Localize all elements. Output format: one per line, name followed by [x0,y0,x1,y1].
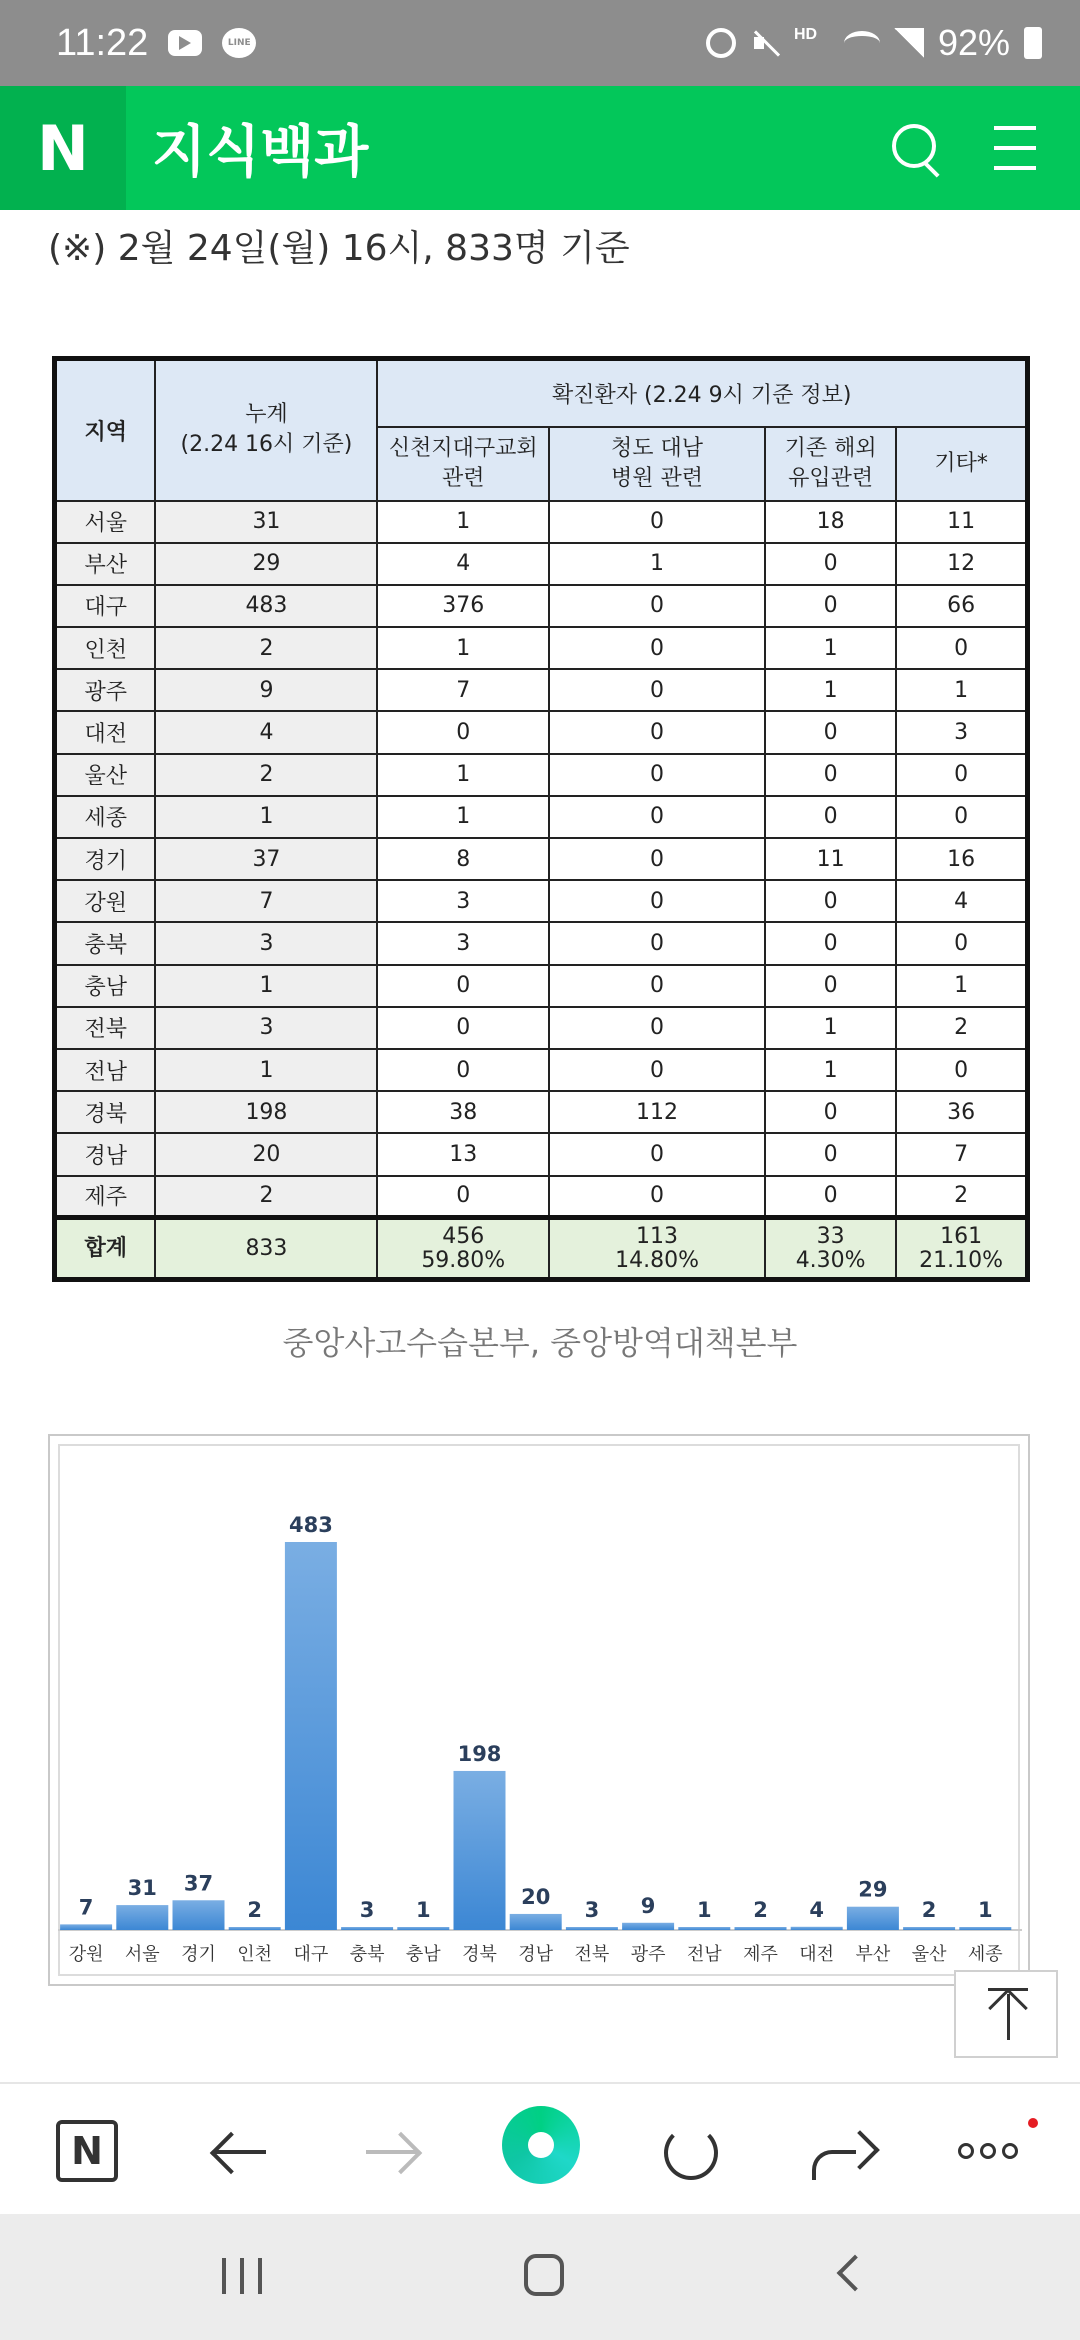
table-cell: 0 [896,1049,1027,1091]
status-icons [706,22,1042,64]
alarm-icon [706,28,736,58]
bar [60,1924,112,1930]
table-cell: 0 [377,1176,549,1218]
table-cell: 0 [549,1176,765,1218]
table-cell: 0 [765,543,896,585]
notification-dot [1028,2118,1038,2128]
table-cell: 전남 [55,1049,156,1091]
table-cell: 세종 [55,796,156,838]
bar-value-label: 2 [921,1898,937,1922]
table-cell: 0 [549,754,765,796]
table-cell: 1 [896,965,1027,1007]
table-cell: 483 [155,585,377,627]
table-cell: 31 [155,501,377,543]
table-cell: 3 [155,922,377,964]
table-cell: 1 [377,754,549,796]
bar-value-label: 31 [127,1876,157,1901]
category-label: 인천 [237,1944,273,1965]
sum-row [55,1218,1028,1280]
category-label: 전북 [574,1944,610,1965]
bar [622,1923,674,1930]
table-cell: 1 [765,669,896,711]
youtube-icon [168,30,202,56]
table-cell: 0 [765,880,896,922]
table-cell: 2 [896,1007,1027,1049]
table-cell: 0 [896,754,1027,796]
table-cell: 0 [377,1049,549,1091]
table-cell: 1 [377,796,549,838]
bar [116,1905,168,1930]
table-row [55,711,1028,753]
bar-value-label: 4 [809,1897,825,1922]
table-cell: 1 [155,1049,377,1091]
table-cell: 1 [765,1049,896,1091]
sum-cell: 456 59.80% [377,1218,549,1280]
table-cell: 경기 [55,838,156,880]
table-cell: 0 [896,796,1027,838]
bar [959,1927,1011,1930]
table-cell: 376 [377,585,549,627]
table-cell: 강원 [55,880,156,922]
table-cell: 2 [896,1176,1027,1218]
menu-icon[interactable] [994,126,1036,170]
table-row [55,627,1028,669]
bar-value-label: 7 [78,1895,94,1920]
table-cell: 충북 [55,922,156,964]
table-row [55,754,1028,796]
bar-value-label: 29 [858,1877,888,1902]
table-cell: 12 [896,543,1027,585]
col-region-header: 지역 [55,359,156,501]
bar-value-label: 37 [183,1871,214,1896]
table-cell: 전북 [55,1007,156,1049]
table-cell: 11 [765,838,896,880]
table-cell: 18 [765,501,896,543]
table-cell: 1 [377,501,549,543]
table-cell: 0 [549,838,765,880]
table-cell: 부산 [55,543,156,585]
table-cell: 0 [765,1091,896,1133]
sum-cell: 113 14.80% [549,1218,765,1280]
forward-arrow-icon[interactable] [356,2114,432,2190]
category-label: 경남 [518,1944,554,1965]
system-back-icon[interactable] [837,2255,874,2292]
category-label: 충북 [349,1944,385,1965]
table-row [55,1049,1028,1091]
table-row [55,1007,1028,1049]
table-cell: 3 [377,880,549,922]
table-cell: 4 [896,880,1027,922]
bar [847,1907,899,1930]
category-label: 대구 [293,1944,329,1965]
table-cell: 37 [155,838,377,880]
table-cell: 16 [896,838,1027,880]
table-row [55,1133,1028,1175]
table-cell: 0 [377,965,549,1007]
scroll-to-top-button[interactable] [954,1970,1058,2058]
battery-percent: 92% [937,22,1010,63]
table-cell: 13 [377,1133,549,1175]
back-arrow-icon[interactable] [204,2114,280,2190]
table-row [55,965,1028,1007]
table-cell: 3 [377,922,549,964]
table-cell: 7 [896,1133,1027,1175]
share-icon[interactable] [806,2114,882,2190]
region-bar-chart [48,1434,1030,1986]
category-label: 강원 [68,1944,104,1965]
table-cell: 7 [377,669,549,711]
table-cell: 198 [155,1091,377,1133]
table-cell: 3 [155,1007,377,1049]
table-cell: 0 [549,669,765,711]
table-cell: 인천 [55,627,156,669]
category-label: 광주 [630,1944,666,1965]
table-cell: 0 [765,1176,896,1218]
table-cell: 36 [896,1091,1027,1133]
browser-toolbar [0,2082,1080,2214]
table-cell: 0 [896,922,1027,964]
bar [341,1927,393,1930]
system-nav-bar [0,2214,1080,2340]
table-cell: 충남 [55,965,156,1007]
category-label: 서울 [124,1944,160,1965]
bar-value-label: 2 [753,1898,768,1922]
search-icon[interactable] [890,122,944,176]
table-cell: 0 [765,922,896,964]
naver-logo-button[interactable] [0,86,126,210]
bar-value-label: 20 [521,1884,551,1909]
table-cell: 2 [155,1176,377,1218]
table-cell: 11 [896,501,1027,543]
table-cell: 0 [765,1133,896,1175]
table-cell: 0 [765,711,896,753]
table-row [55,669,1028,711]
bar [678,1927,730,1930]
hd-voice-icon: HD [793,26,818,43]
bar-value-label: 1 [696,1898,712,1922]
table-cell: 0 [549,922,765,964]
bar-value-label: 1 [415,1898,431,1922]
bar [510,1914,562,1930]
table-cell: 1 [155,796,377,838]
bar-value-label: 1 [977,1898,993,1922]
sub-col-header: 신천지대구교회 관련 [377,427,549,501]
table-cell: 20 [155,1133,377,1175]
table-cell: 0 [765,754,896,796]
table-cell: 1 [896,669,1027,711]
table-cell: 0 [549,880,765,922]
table-cell: 4 [377,543,549,585]
table-cell: 대구 [55,585,156,627]
table-cell: 3 [896,711,1027,753]
bar [735,1927,787,1930]
table-cell: 서울 [55,501,156,543]
category-label: 부산 [855,1944,891,1965]
arrow-up-icon [988,1988,1028,2028]
category-label: 전남 [686,1944,722,1965]
table-row [55,585,1028,627]
table-cell: 66 [896,585,1027,627]
bar [173,1900,225,1930]
sum-cell: 161 21.10% [896,1218,1027,1280]
bar-value-label: 198 [457,1741,502,1766]
table-cell: 0 [549,585,765,627]
bar [903,1927,955,1930]
table-row [55,501,1028,543]
chart-canvas [50,1436,1032,1988]
green-dot-button[interactable] [502,2106,580,2184]
more-icon[interactable] [958,2126,1034,2176]
bar-value-label: 3 [584,1898,600,1922]
table-cell: 0 [549,711,765,753]
table-cell: 경남 [55,1133,156,1175]
recents-icon[interactable] [222,2258,262,2294]
source-caption: 중앙사고수습본부, 중앙방역대책본부 [282,1324,798,1362]
bar [229,1927,281,1930]
signal-icon [894,28,924,58]
battery-icon [1024,27,1042,59]
bar-value-label: 483 [288,1513,333,1537]
table-cell: 1 [549,543,765,585]
table-cell: 경북 [55,1091,156,1133]
wifi-icon [844,31,880,55]
table-cell: 0 [549,627,765,669]
table-row [55,796,1028,838]
table-cell: 0 [765,585,896,627]
table-cell: 9 [155,669,377,711]
category-label: 울산 [911,1944,947,1965]
table-cell: 0 [549,1007,765,1049]
reload-icon[interactable] [664,2126,718,2180]
table-cell: 0 [377,711,549,753]
table-cell: 0 [377,1007,549,1049]
table-cell: 울산 [55,754,156,796]
table-cell: 대전 [55,711,156,753]
table-cell: 38 [377,1091,549,1133]
status-time: 11:22 [56,21,149,64]
table-cell: 112 [549,1091,765,1133]
table-cell: 2 [155,754,377,796]
col-total-header: 누계 (2.24 16시 기준) [155,359,377,501]
table-cell: 1 [765,1007,896,1049]
line-app-icon: LINE [222,28,256,58]
sum-cell: 33 4.30% [765,1218,896,1280]
bar [791,1927,843,1930]
table-row [55,1176,1028,1218]
naver-home-button[interactable]: N [56,2120,118,2182]
category-label: 세종 [967,1944,1003,1965]
table-row [55,880,1028,922]
table-cell: 0 [896,627,1027,669]
bar-value-label: 3 [359,1898,375,1922]
bar-value-label: 2 [247,1898,263,1922]
category-label: 제주 [743,1944,778,1965]
table-cell: 1 [377,627,549,669]
status-bar [0,0,1080,86]
sum-cell: 833 [155,1218,377,1280]
table-row [55,838,1028,880]
table-cell: 0 [765,965,896,1007]
sub-col-header: 기타* [896,427,1027,501]
table-cell: 1 [765,627,896,669]
category-label: 대전 [799,1944,835,1965]
bar [285,1542,337,1930]
table-cell: 제주 [55,1176,156,1218]
table-cell: 광주 [55,669,156,711]
home-icon[interactable] [524,2254,564,2296]
bar-value-label: 9 [640,1893,656,1918]
table-cell: 4 [155,711,377,753]
table-cell: 0 [549,1133,765,1175]
bar [454,1771,506,1930]
table-cell: 0 [765,796,896,838]
sub-col-header: 청도 대남 병원 관련 [549,427,765,501]
bar [397,1927,449,1930]
table-cell: 0 [549,796,765,838]
covid-region-table [52,356,1030,1282]
table-cell: 2 [155,627,377,669]
category-label: 경기 [181,1944,216,1965]
bar [566,1927,618,1930]
table-row [55,1091,1028,1133]
sum-cell: 합계 [55,1218,156,1280]
table-cell: 0 [549,501,765,543]
page-title[interactable]: 지식백과 [152,120,369,185]
col-group-header: 확진환자 (2.24 9시 기준 정보) [377,359,1027,427]
table-cell: 0 [549,965,765,1007]
sub-col-header: 기존 해외 유입관련 [765,427,896,501]
table-cell: 8 [377,838,549,880]
mute-icon [750,28,780,58]
table-row [55,543,1028,585]
table-cell: 29 [155,543,377,585]
category-label: 충남 [405,1944,441,1965]
table-cell: 7 [155,880,377,922]
category-label: 경북 [462,1944,497,1965]
date-note: (※) 2월 24일(월) 16시, 833명 기준 [48,228,630,269]
app-header [0,86,1080,210]
table-cell: 1 [155,965,377,1007]
table-row [55,922,1028,964]
naver-logo-icon: N [37,111,89,185]
table-cell: 0 [549,1049,765,1091]
